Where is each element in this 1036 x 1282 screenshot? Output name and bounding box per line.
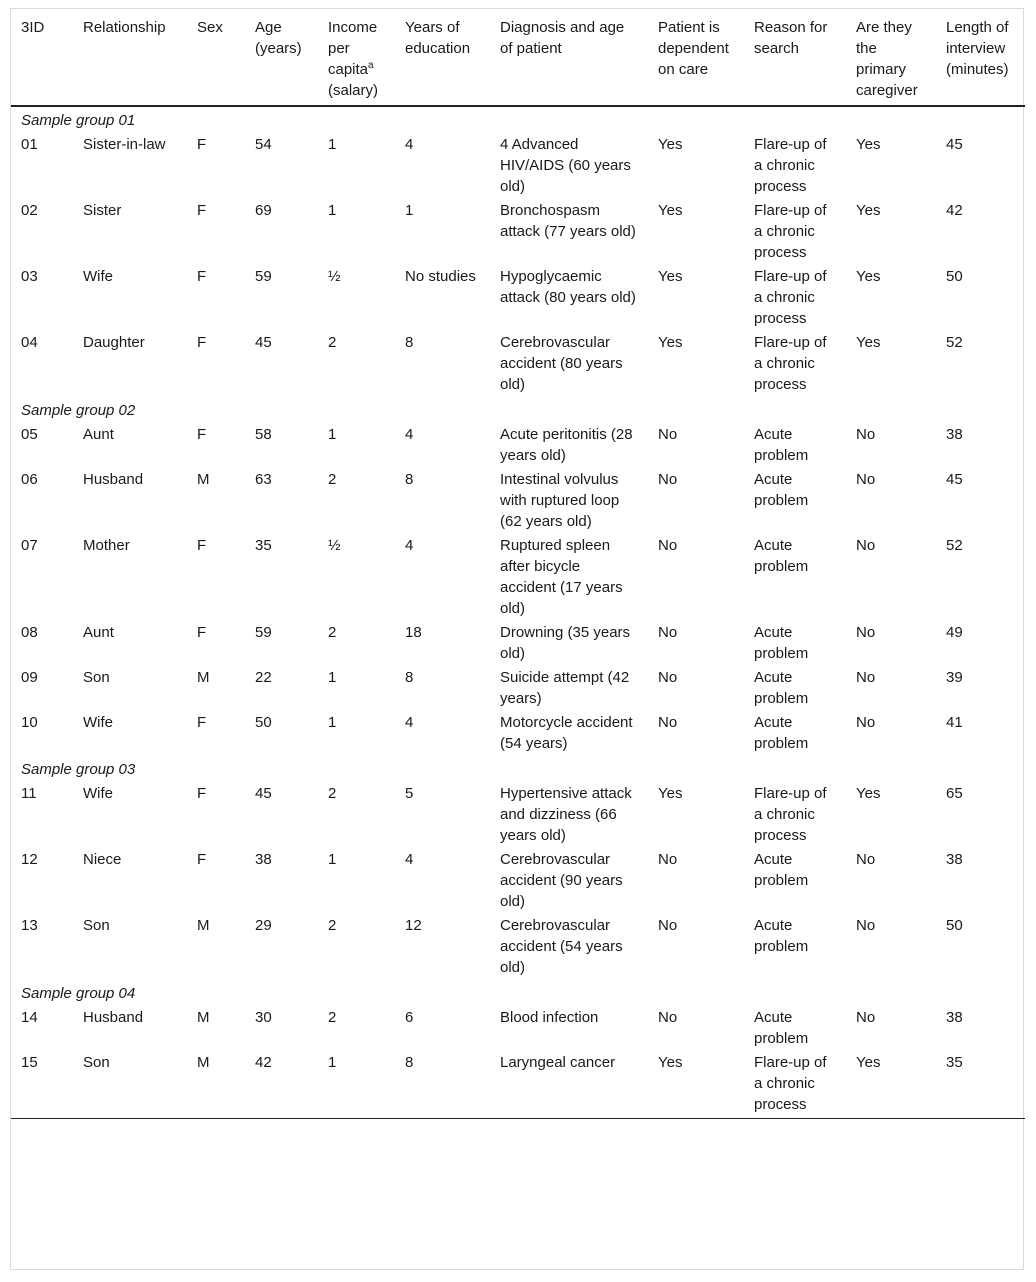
- cell-reason: Acute problem: [754, 624, 809, 662]
- cell-age: 59: [255, 268, 272, 285]
- cell-id: 04: [21, 334, 38, 351]
- cell-age: 45: [255, 334, 272, 351]
- cell-sex: M: [197, 669, 210, 686]
- cell-interview-length: 38: [946, 426, 963, 443]
- cell-id: 13: [21, 917, 38, 934]
- cell-age: 22: [255, 669, 272, 686]
- table-row: [11, 782, 1025, 848]
- cell-id: 12: [21, 851, 38, 868]
- cell-age: 30: [255, 1009, 272, 1026]
- cell-income: 2: [328, 917, 337, 934]
- cell-dependent: Yes: [658, 202, 683, 219]
- table-row: [11, 621, 1025, 666]
- col-header-education: Years of education: [395, 12, 490, 106]
- table-row: [11, 914, 1025, 980]
- cell-relationship: Mother: [83, 537, 130, 554]
- col-header-dependent: Patient is dependent on care: [648, 12, 744, 106]
- cell-income: 1: [328, 669, 337, 686]
- cell-relationship: Wife: [83, 785, 113, 802]
- cell-relationship: Son: [73, 1051, 187, 1119]
- cell-reason: Acute problem: [754, 669, 809, 707]
- cell-age: 59: [255, 624, 272, 641]
- cell-id: 01: [21, 136, 38, 153]
- cell-sex: F: [197, 334, 207, 351]
- cell-primary-caregiver: No: [856, 471, 876, 488]
- group-header-row: [11, 980, 1025, 1006]
- cell-dependent: No: [658, 851, 678, 868]
- cell-primary-caregiver: No: [856, 851, 876, 868]
- table-row: [11, 199, 1025, 265]
- cell-interview-length: 65: [946, 785, 963, 802]
- cell-interview-length: 41: [946, 714, 963, 731]
- table-row: [11, 423, 1025, 468]
- group-label: Sample group 04: [21, 985, 136, 1002]
- cell-dependent: No: [658, 624, 678, 641]
- cell-diagnosis: Motorcycle accident (54 years): [500, 714, 633, 752]
- cell-diagnosis: Intestinal volvulus with ruptured loop (62 years old): [500, 471, 620, 530]
- cell-dependent: Yes: [658, 268, 683, 285]
- cell-reason: Acute problem: [754, 1009, 809, 1047]
- cell-dependent: No: [658, 537, 678, 554]
- cell-dependent: No: [658, 669, 678, 686]
- cell-sex: M: [197, 471, 210, 488]
- cell-primary-caregiver: No: [856, 669, 876, 686]
- cell-age: 69: [255, 202, 272, 219]
- cell-income: 2: [328, 1009, 337, 1026]
- table-row: [11, 133, 1025, 199]
- cell-interview-length: 39: [946, 669, 963, 686]
- cell-age: 29: [255, 917, 272, 934]
- cell-education: 1: [405, 202, 414, 219]
- cell-sex: F: [197, 714, 207, 731]
- cell-relationship: Husband: [83, 471, 144, 488]
- cell-id: 11: [21, 785, 37, 802]
- cell-dependent: No: [658, 426, 678, 443]
- col-header-interview-length: Length of interview (minutes): [936, 12, 1025, 106]
- cell-income: 1: [328, 714, 337, 731]
- cell-dependent: No: [658, 714, 678, 731]
- cell-education: 4: [405, 426, 414, 443]
- cell-primary-caregiver: Yes: [846, 1051, 936, 1119]
- cell-dependent: No: [658, 917, 678, 934]
- cell-interview-length: 52: [946, 334, 963, 351]
- cell-age: 58: [255, 426, 272, 443]
- cell-interview-length: 45: [946, 471, 963, 488]
- cell-sex: F: [197, 268, 207, 285]
- cell-id: 02: [21, 202, 38, 219]
- cell-primary-caregiver: Yes: [856, 268, 881, 285]
- group-label: Sample group 02: [21, 402, 136, 419]
- cell-primary-caregiver: No: [856, 426, 876, 443]
- cell-income: 1: [318, 1051, 395, 1119]
- cell-diagnosis: Suicide attempt (42 years): [500, 669, 630, 707]
- cell-age: 35: [255, 537, 272, 554]
- cell-dependent: Yes: [658, 785, 683, 802]
- cell-income: 1: [328, 136, 337, 153]
- cell-relationship: Wife: [83, 268, 113, 285]
- cell-relationship: Aunt: [83, 426, 114, 443]
- cell-dependent: Yes: [658, 334, 683, 351]
- cell-income: 1: [328, 202, 337, 219]
- cell-education: 12: [405, 917, 422, 934]
- col-header-age: Age (years): [245, 12, 318, 106]
- cell-reason: Acute problem: [754, 471, 809, 509]
- cell-sex: F: [197, 136, 207, 153]
- cell-income: 1: [328, 426, 337, 443]
- cell-sex: F: [197, 851, 207, 868]
- cell-diagnosis: Cerebrovascular accident (90 years old): [500, 851, 623, 910]
- cell-primary-caregiver: No: [856, 1009, 876, 1026]
- cell-id: 06: [21, 471, 38, 488]
- table-body: [11, 106, 1025, 1119]
- cell-income: 2: [328, 471, 337, 488]
- table-row: [11, 711, 1025, 756]
- cell-dependent: No: [658, 471, 678, 488]
- cell-diagnosis: 4 Advanced HIV/AIDS (60 years old): [500, 136, 631, 195]
- cell-diagnosis: Hypoglycaemic attack (80 years old): [500, 268, 636, 306]
- cell-income: 2: [328, 785, 337, 802]
- income-header-text: Income per capita: [328, 19, 378, 78]
- cell-relationship: Sister: [83, 202, 122, 219]
- col-header-primary-caregiver: Are they the primary caregiver: [846, 12, 936, 106]
- group-header-row: [11, 397, 1025, 423]
- cell-education: 5: [405, 785, 414, 802]
- col-header-income: [318, 12, 395, 106]
- cell-dependent: Yes: [658, 136, 683, 153]
- cell-age: 54: [255, 136, 272, 153]
- cell-age: 45: [255, 785, 272, 802]
- cell-relationship: Aunt: [83, 624, 114, 641]
- cell-reason: Acute problem: [754, 851, 809, 889]
- cell-sex: F: [197, 785, 207, 802]
- cell-diagnosis: Drowning (35 years old): [500, 624, 631, 662]
- cell-relationship: Niece: [83, 851, 122, 868]
- cell-sex: M: [187, 1051, 245, 1119]
- cell-education: 4: [405, 851, 414, 868]
- cell-id: 09: [21, 669, 38, 686]
- cell-interview-length: 50: [946, 917, 963, 934]
- cell-sex: F: [197, 537, 207, 554]
- cell-sex: M: [197, 917, 210, 934]
- cell-income: 1: [328, 851, 337, 868]
- cell-relationship: Sister-in-law: [83, 136, 166, 153]
- cell-relationship: Daughter: [83, 334, 145, 351]
- table-row: [11, 265, 1025, 331]
- cell-reason: Acute problem: [754, 714, 809, 752]
- cell-interview-length: 50: [946, 268, 963, 285]
- cell-diagnosis: Acute peritonitis (28 years old): [500, 426, 633, 464]
- cell-reason: Flare-up of a chronic process: [754, 268, 827, 327]
- cell-reason: Flare-up of a chronic process: [754, 334, 827, 393]
- income-header-suffix: (salary): [328, 82, 379, 99]
- cell-reason: Acute problem: [754, 537, 809, 575]
- cell-primary-caregiver: No: [856, 917, 876, 934]
- cell-reason: Flare-up of a chronic process: [754, 785, 827, 844]
- cell-education: 18: [405, 624, 422, 641]
- cell-primary-caregiver: Yes: [856, 136, 881, 153]
- cell-education: 8: [405, 669, 414, 686]
- cell-sex: F: [197, 624, 207, 641]
- cell-interview-length: 52: [946, 537, 963, 554]
- cell-education: 8: [405, 471, 414, 488]
- cell-id: 14: [21, 1009, 38, 1026]
- cell-diagnosis: Blood infection: [500, 1009, 599, 1026]
- table-row: [11, 848, 1025, 914]
- cell-id: 10: [21, 714, 38, 731]
- table-row: [11, 1006, 1025, 1051]
- table-row: [11, 1051, 1025, 1119]
- cell-diagnosis: Cerebrovascular accident (80 years old): [500, 334, 623, 393]
- cell-reason: Flare-up of a chronic process: [754, 136, 827, 195]
- cell-age: 63: [255, 471, 272, 488]
- cell-reason: Flare-up of a chronic process: [754, 202, 827, 261]
- cell-diagnosis: Laryngeal cancer: [490, 1051, 648, 1119]
- cell-reason: Flare-up of a chronic process: [744, 1051, 846, 1119]
- group-label: Sample group 03: [21, 761, 136, 778]
- cell-interview-length: 45: [946, 136, 963, 153]
- table-row: [11, 468, 1025, 534]
- col-header-reason: Reason for search: [744, 12, 846, 106]
- cell-diagnosis: Hypertensive attack and dizziness (66 years old): [500, 785, 632, 844]
- cell-sex: M: [197, 1009, 210, 1026]
- col-header-sex: Sex: [187, 12, 245, 106]
- cell-sex: F: [197, 426, 207, 443]
- cell-income: 2: [328, 624, 337, 641]
- cell-education: 8: [405, 334, 414, 351]
- cell-interview-length: 38: [946, 851, 963, 868]
- cell-income: 2: [328, 334, 337, 351]
- cell-diagnosis: Ruptured spleen after bicycle accident (17 years old): [500, 537, 623, 617]
- cell-primary-caregiver: No: [856, 537, 876, 554]
- table-row: [11, 534, 1025, 621]
- cell-education: 4: [405, 537, 414, 554]
- cell-age: 50: [255, 714, 272, 731]
- cell-relationship: Son: [83, 669, 110, 686]
- cell-dependent: No: [658, 1009, 678, 1026]
- cell-id: 08: [21, 624, 38, 641]
- cell-income: ½: [328, 537, 341, 554]
- cell-sex: F: [197, 202, 207, 219]
- cell-education: 6: [405, 1009, 414, 1026]
- cell-education: 4: [405, 136, 414, 153]
- cell-interview-length: 35: [936, 1051, 1025, 1119]
- group-header-row: [11, 756, 1025, 782]
- cell-age: 38: [255, 851, 272, 868]
- cell-relationship: Husband: [83, 1009, 144, 1026]
- cell-interview-length: 38: [946, 1009, 963, 1026]
- cell-relationship: Wife: [83, 714, 113, 731]
- cell-interview-length: 42: [946, 202, 963, 219]
- cell-reason: Acute problem: [754, 426, 809, 464]
- cell-primary-caregiver: Yes: [856, 202, 881, 219]
- cell-primary-caregiver: No: [856, 624, 876, 641]
- cell-dependent: Yes: [648, 1051, 744, 1119]
- col-header-diagnosis: Diagnosis and age of patient: [490, 12, 648, 106]
- cell-id: 07: [21, 537, 38, 554]
- col-header-relationship: Relationship: [73, 12, 187, 106]
- cell-income: ½: [328, 268, 341, 285]
- cell-interview-length: 49: [946, 624, 963, 641]
- group-label: Sample group 01: [21, 112, 136, 129]
- cell-primary-caregiver: Yes: [856, 334, 881, 351]
- table-row: [11, 666, 1025, 711]
- cell-id: 03: [21, 268, 38, 285]
- table-row: [11, 331, 1025, 397]
- cell-primary-caregiver: Yes: [856, 785, 881, 802]
- cell-education: 8: [395, 1051, 490, 1119]
- cell-age: 42: [245, 1051, 318, 1119]
- cell-relationship: Son: [83, 917, 110, 934]
- header-row: [11, 12, 1025, 106]
- cell-id: 15: [11, 1051, 73, 1119]
- footnote-marker: a: [368, 60, 374, 71]
- group-header-row: [11, 106, 1025, 133]
- participants-table: [11, 12, 1025, 1119]
- cell-education: 4: [405, 714, 414, 731]
- cell-reason: Acute problem: [754, 917, 809, 955]
- col-header-id: 3ID: [11, 12, 73, 106]
- cell-education: No studies: [405, 268, 476, 285]
- cell-diagnosis: Bronchospasm attack (77 years old): [500, 202, 636, 240]
- cell-id: 05: [21, 426, 38, 443]
- cell-diagnosis: Cerebrovascular accident (54 years old): [500, 917, 623, 976]
- cell-primary-caregiver: No: [856, 714, 876, 731]
